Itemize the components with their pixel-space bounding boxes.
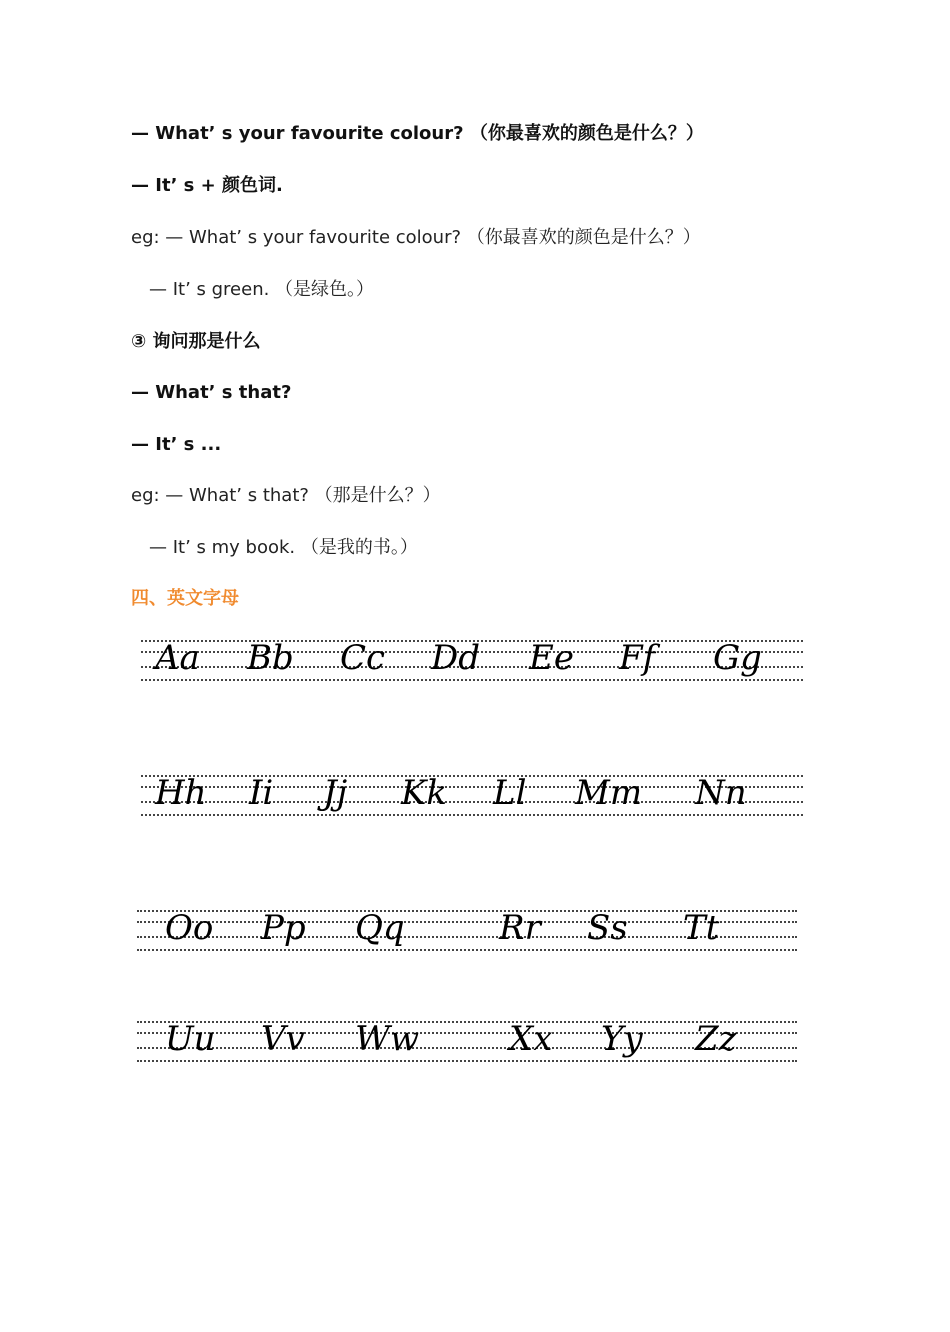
letter-pair: Oo: [165, 908, 214, 948]
subheading-ask-what-that-is: ③ 询问那是什么: [131, 331, 261, 352]
line-question-colour: — What’ s your favourite colour? （你最喜欢的颜色是什么？）: [131, 123, 704, 144]
line-answer-its: — It’ s ...: [131, 434, 222, 455]
letter-pair: Gg: [713, 638, 762, 678]
letter-pair: Qq: [355, 908, 405, 948]
alphabet-row-3: [137, 908, 797, 952]
line-example-answer-book: — It’ s my book. （是我的书。）: [149, 537, 418, 558]
letter-pair: Ii: [249, 773, 274, 813]
letter-pair: Ee: [529, 638, 574, 678]
line-example-question-that: eg: — What’ s that? （那是什么？）: [131, 485, 441, 506]
line-example-answer: — It’ s green. （是绿色。）: [149, 279, 375, 300]
alphabet-row-2: [141, 773, 803, 817]
section-heading-alphabet: 四、英文字母: [131, 588, 239, 609]
line-example-question: eg: — What’ s your favourite colour? （你最喜欢的颜色是什么？）: [131, 227, 701, 248]
letter-pair: Yy: [601, 1019, 643, 1059]
letter-pair: Ff: [619, 638, 656, 678]
letter-pair: Aa: [155, 638, 200, 678]
letter-pair: Ll: [493, 773, 527, 813]
letter-pair: Mm: [575, 773, 643, 813]
letter-pair: Rr: [499, 908, 541, 948]
letter-pair: Ss: [587, 908, 628, 948]
line-question-that: — What’ s that?: [131, 382, 292, 403]
letter-pair: Uu: [165, 1019, 216, 1059]
letter-pair: Vv: [261, 1019, 305, 1059]
alphabet-row-4: [137, 1019, 797, 1063]
letter-pair: Jj: [323, 773, 348, 813]
letter-pair: Bb: [247, 638, 294, 678]
letter-pair: Zz: [695, 1019, 737, 1059]
line-answer-pattern: — It’ s + 颜色词.: [131, 175, 283, 196]
letter-pair: Cc: [340, 638, 386, 678]
letter-pair: Xx: [509, 1019, 553, 1059]
letter-pair: Nn: [695, 773, 747, 813]
alphabet-row-1: [141, 638, 803, 682]
letter-pair: Dd: [431, 638, 481, 678]
letter-pair: Pp: [261, 908, 306, 948]
letter-pair: Tt: [683, 908, 720, 948]
letter-pair: Ww: [355, 1019, 420, 1059]
letter-pair: Hh: [155, 773, 207, 813]
letter-pair: Kk: [401, 773, 448, 813]
